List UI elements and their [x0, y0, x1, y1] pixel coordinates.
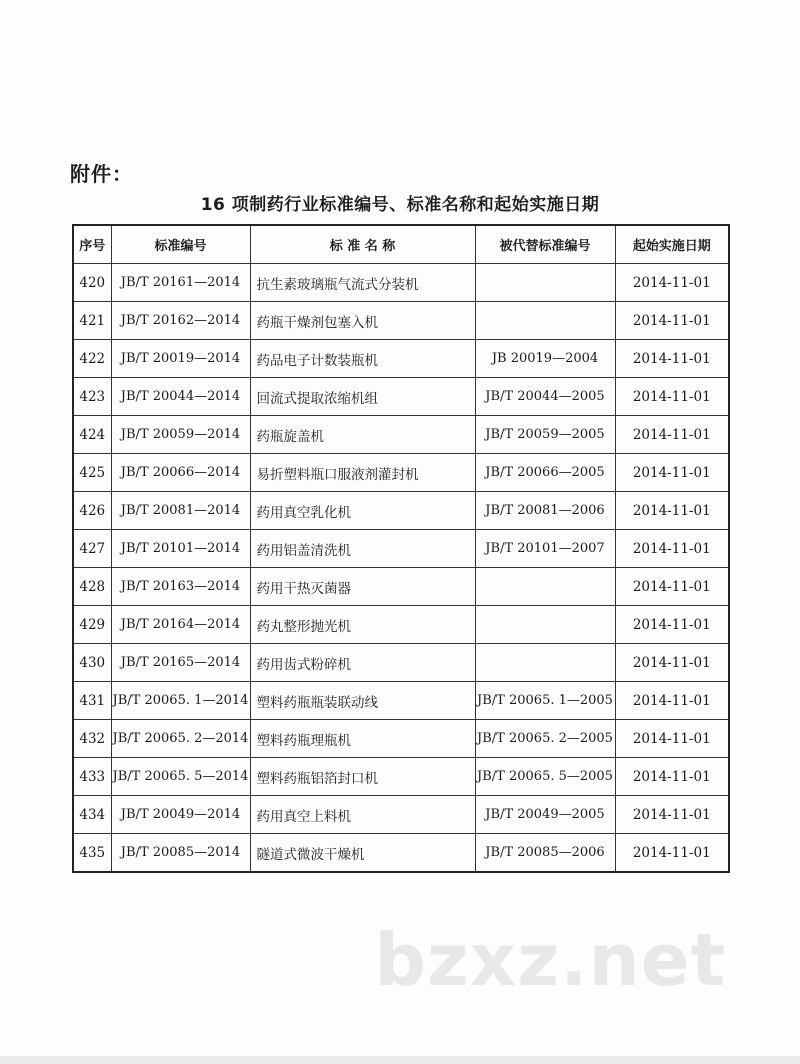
header-standard-name: 标 准 名 称	[250, 225, 475, 264]
cell-replaced-number: JB/T 20101—2007	[475, 530, 615, 568]
cell-replaced-number	[475, 568, 615, 606]
document-title: 16 项制药行业标准编号、标准名称和起始实施日期	[200, 195, 600, 215]
cell-start-date: 2014-11-01	[615, 834, 729, 873]
cell-seq: 434	[73, 796, 111, 834]
cell-seq: 432	[73, 720, 111, 758]
table-row	[73, 340, 729, 378]
cell-standard-number: JB/T 20161—2014	[111, 264, 250, 302]
table-row	[73, 378, 729, 416]
cell-seq: 427	[73, 530, 111, 568]
table-row	[73, 264, 729, 302]
cell-start-date: 2014-11-01	[615, 454, 729, 492]
cell-standard-name: 易折塑料瓶口服液剂灌封机	[250, 454, 475, 492]
cell-standard-name: 塑料药瓶铝箔封口机	[250, 758, 475, 796]
cell-seq: 422	[73, 340, 111, 378]
table-row	[73, 454, 729, 492]
cell-standard-name: 隧道式微波干燥机	[250, 834, 475, 873]
table-header-row	[73, 225, 729, 264]
cell-standard-number: JB/T 20065. 5—2014	[111, 758, 250, 796]
cell-standard-number: JB/T 20162—2014	[111, 302, 250, 340]
cell-standard-name: 药用真空上料机	[250, 796, 475, 834]
watermark: bzxz.net	[374, 918, 726, 1002]
cell-standard-number: JB/T 20085—2014	[111, 834, 250, 873]
cell-replaced-number: JB/T 20059—2005	[475, 416, 615, 454]
cell-standard-number: JB/T 20059—2014	[111, 416, 250, 454]
header-replaced-number: 被代替标准编号	[475, 225, 615, 264]
table-body	[73, 264, 729, 873]
cell-replaced-number: JB/T 20081—2006	[475, 492, 615, 530]
cell-standard-name: 回流式提取浓缩机组	[250, 378, 475, 416]
cell-replaced-number: JB 20019—2004	[475, 340, 615, 378]
cell-standard-name: 药品电子计数装瓶机	[250, 340, 475, 378]
table-row	[73, 606, 729, 644]
table-row	[73, 302, 729, 340]
standards-table	[72, 224, 730, 873]
header-standard-number: 标准编号	[111, 225, 250, 264]
cell-standard-number: JB/T 20101—2014	[111, 530, 250, 568]
cell-replaced-number	[475, 302, 615, 340]
cell-start-date: 2014-11-01	[615, 606, 729, 644]
cell-replaced-number: JB/T 20049—2005	[475, 796, 615, 834]
cell-start-date: 2014-11-01	[615, 568, 729, 606]
cell-replaced-number: JB/T 20065. 2—2005	[475, 720, 615, 758]
cell-standard-number: JB/T 20044—2014	[111, 378, 250, 416]
cell-standard-name: 药用真空乳化机	[250, 492, 475, 530]
cell-replaced-number: JB/T 20066—2005	[475, 454, 615, 492]
cell-start-date: 2014-11-01	[615, 720, 729, 758]
cell-standard-name: 抗生素玻璃瓶气流式分装机	[250, 264, 475, 302]
table-row	[73, 834, 729, 873]
cell-start-date: 2014-11-01	[615, 682, 729, 720]
cell-start-date: 2014-11-01	[615, 796, 729, 834]
cell-start-date: 2014-11-01	[615, 644, 729, 682]
cell-standard-name: 塑料药瓶瓶装联动线	[250, 682, 475, 720]
cell-standard-name: 药用铝盖清洗机	[250, 530, 475, 568]
cell-standard-number: JB/T 20049—2014	[111, 796, 250, 834]
cell-standard-number: JB/T 20164—2014	[111, 606, 250, 644]
cell-seq: 433	[73, 758, 111, 796]
cell-standard-name: 药瓶干燥剂包塞入机	[250, 302, 475, 340]
cell-replaced-number: JB/T 20065. 1—2005	[475, 682, 615, 720]
cell-seq: 425	[73, 454, 111, 492]
header-start-date: 起始实施日期	[615, 225, 729, 264]
cell-standard-number: JB/T 20165—2014	[111, 644, 250, 682]
cell-standard-number: JB/T 20065. 2—2014	[111, 720, 250, 758]
table-row	[73, 682, 729, 720]
cell-start-date: 2014-11-01	[615, 340, 729, 378]
cell-start-date: 2014-11-01	[615, 302, 729, 340]
cell-standard-name: 药丸整形抛光机	[250, 606, 475, 644]
cell-seq: 431	[73, 682, 111, 720]
table-row	[73, 796, 729, 834]
cell-standard-name: 药用干热灭菌器	[250, 568, 475, 606]
cell-start-date: 2014-11-01	[615, 530, 729, 568]
cell-standard-number: JB/T 20066—2014	[111, 454, 250, 492]
cell-replaced-number: JB/T 20085—2006	[475, 834, 615, 873]
cell-start-date: 2014-11-01	[615, 264, 729, 302]
cell-standard-number: JB/T 20081—2014	[111, 492, 250, 530]
cell-replaced-number	[475, 264, 615, 302]
table-row	[73, 416, 729, 454]
cell-seq: 421	[73, 302, 111, 340]
cell-replaced-number	[475, 644, 615, 682]
cell-replaced-number: JB/T 20065. 5—2005	[475, 758, 615, 796]
cell-seq: 428	[73, 568, 111, 606]
cell-start-date: 2014-11-01	[615, 378, 729, 416]
table-row	[73, 758, 729, 796]
cell-start-date: 2014-11-01	[615, 758, 729, 796]
table-row	[73, 720, 729, 758]
cell-standard-name: 塑料药瓶理瓶机	[250, 720, 475, 758]
cell-replaced-number: JB/T 20044—2005	[475, 378, 615, 416]
cell-seq: 423	[73, 378, 111, 416]
cell-seq: 429	[73, 606, 111, 644]
cell-seq: 435	[73, 834, 111, 873]
cell-start-date: 2014-11-01	[615, 492, 729, 530]
cell-seq: 424	[73, 416, 111, 454]
cell-standard-number: JB/T 20019—2014	[111, 340, 250, 378]
header-seq: 序号	[73, 225, 111, 264]
cell-standard-number: JB/T 20065. 1—2014	[111, 682, 250, 720]
cell-start-date: 2014-11-01	[615, 416, 729, 454]
cell-seq: 420	[73, 264, 111, 302]
table-row	[73, 644, 729, 682]
table-row	[73, 568, 729, 606]
cell-seq: 426	[73, 492, 111, 530]
appendix-label: 附件：	[70, 162, 133, 186]
cell-replaced-number	[475, 606, 615, 644]
cell-standard-name: 药瓶旋盖机	[250, 416, 475, 454]
page-bottom-edge	[0, 1056, 800, 1064]
cell-standard-number: JB/T 20163—2014	[111, 568, 250, 606]
table-row	[73, 492, 729, 530]
table-row	[73, 530, 729, 568]
cell-standard-name: 药用齿式粉碎机	[250, 644, 475, 682]
cell-seq: 430	[73, 644, 111, 682]
